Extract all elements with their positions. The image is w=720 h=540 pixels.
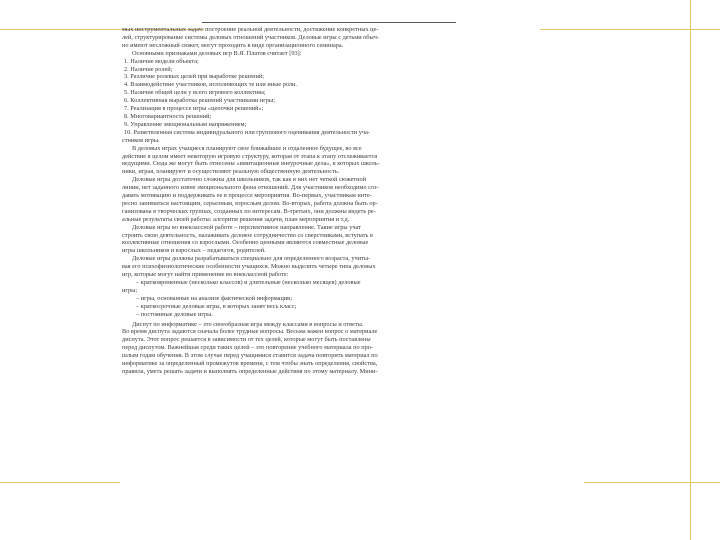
text-line: игры школьников и взрослых – педагогов, родителей. bbox=[122, 247, 266, 255]
text-line: информатике за определенный промежуток времени, с тем чтобы знать определения, свойства, bbox=[122, 360, 378, 368]
text-line: диспута. Этот вопрос решается в зависимости от тех целей, которые могут быть поставлены bbox=[122, 336, 371, 344]
text-line: 4. Взаимодействие участников, исполняющих те или иные роли. bbox=[124, 81, 298, 89]
frame-line-top-right bbox=[540, 29, 720, 30]
text-line: правила, уметь решать задачи и выполнять определенные действия по этому материалу. Мини- bbox=[122, 367, 378, 375]
text-line: действие в целом имеет некоторую игровую структуру, которая от этапа к этапу отслеживается bbox=[122, 152, 378, 160]
text-line: – краткосрочные деловые игры, в которых занят весь класс; bbox=[136, 302, 297, 310]
text-line: – кратковременные (несколько классов) и длительные (несколько месяцев) деловые bbox=[136, 279, 361, 286]
text-line: вая его психофизиологические особенности учащихся. Можно выделить четыре типа деловых bbox=[122, 263, 376, 271]
text-line: стников игры. bbox=[122, 136, 160, 144]
text-line: линии, нет заданного извне эмоционального фона отношений. Для участников необходимо соз- bbox=[122, 184, 379, 192]
text-line: Основными признаками деловых игр В.Я. Платов считает [93]: bbox=[132, 49, 302, 57]
text-line: Деловые игры должны разрабатываться специально для определенного возраста, учиты- bbox=[132, 255, 371, 263]
scanned-page-text bbox=[122, 26, 516, 540]
text-line: шлым годам обучения. В этом случае перед учащимися ставится задача повторить материал по bbox=[122, 352, 378, 360]
text-line: 5. Наличие общей цели у всего игрового коллектива; bbox=[124, 89, 266, 97]
text-line: 3. Различие ролевых целей при выработке решений; bbox=[124, 73, 264, 81]
text-line: 8. Многовариантность решений; bbox=[124, 112, 212, 120]
text-line: 2. Наличие ролей; bbox=[124, 65, 173, 73]
text-line: Деловые игры достаточно сложны для школьников, так как в них нет четкой сюжетной bbox=[132, 176, 367, 184]
text-line: ники, играя, планируют и осуществляют реальную общественную деятельность. bbox=[122, 168, 340, 176]
text-line: давать мотивацию и поддерживать ее в процессе мероприятия. Во-первых, участникам инте- bbox=[122, 192, 372, 200]
text-line: игры; bbox=[122, 286, 138, 294]
text-line: ведущими. Сюда же могут быть отнесены «имитационные внеурочные дела», в которых школь- bbox=[122, 160, 380, 168]
text-line: ресно заниматься настоящим, серьезным, взрослым делом. Во-вторых, работа должна быть ор- bbox=[122, 199, 378, 207]
text-line: – игры, основанные на анализе фактической информации; bbox=[136, 294, 293, 302]
text-line: лей, структурирование системы деловых отношений участников. Деловые игры с детьми обыч- bbox=[122, 33, 379, 41]
text-line: 1. Наличие модели объекта; bbox=[124, 57, 199, 65]
frame-line-right bbox=[690, 0, 691, 540]
text-line: строить свою деятельность, налаживать деловое сотрудничество со сверстниками, вступать в bbox=[122, 231, 373, 239]
text-line: игр, которые могут найти применение во внеклассной работе: bbox=[122, 271, 289, 279]
text-line: 7. Реализация в процессе игры «цепочки решений»; bbox=[124, 105, 264, 113]
text-line: Деловые игры во внеклассной работе – перспективное направление. Такие игры учат bbox=[132, 223, 361, 231]
text-line: коллективные отношения со взрослыми. Особенно ценными являются совместные деловые bbox=[122, 239, 369, 247]
text-line: мых инструментальных задач: построение реальной деятельности, достижение конкретных це- bbox=[122, 26, 379, 33]
text-line: 10. Разветвленная система индивидуального или группового оценивания деятельности уча- bbox=[124, 128, 370, 136]
page-header-rule bbox=[202, 22, 456, 23]
text-line: – постоянные деловые игры. bbox=[136, 310, 213, 318]
frame-line-bottom-left bbox=[0, 482, 120, 483]
text-line: Диспут по информатике – это своеобразная игра между классами в вопросы и ответы. bbox=[132, 320, 364, 328]
text-line: Во время диспута задаются сначала более трудные вопросы. Весьма важен вопрос о материале bbox=[122, 328, 378, 336]
text-line: 6. Коллективная выработка решений участниками игры; bbox=[124, 97, 275, 105]
text-line: В деловых играх учащиеся планируют свое ближайшее и отдаленное будущее, во все bbox=[132, 144, 362, 152]
text-line: альные результаты своей работы: алгоритм решения задачи, план мероприятия и т.д. bbox=[122, 215, 350, 223]
text-line: перед диспутом. Важнейшая среди таких целей – это повторение учебного материала по про- bbox=[122, 344, 373, 352]
text-line: но имеют несложный сюжет, могут проходить в виде организационного семинара. bbox=[122, 41, 344, 49]
text-line: ганизована в творческих группах, созданных по интересам. В-третьих, они должны видеть ре- bbox=[122, 207, 376, 215]
frame-line-bottom-right bbox=[584, 482, 720, 483]
text-line: 9. Управление эмоциональным напряжением; bbox=[124, 120, 247, 128]
